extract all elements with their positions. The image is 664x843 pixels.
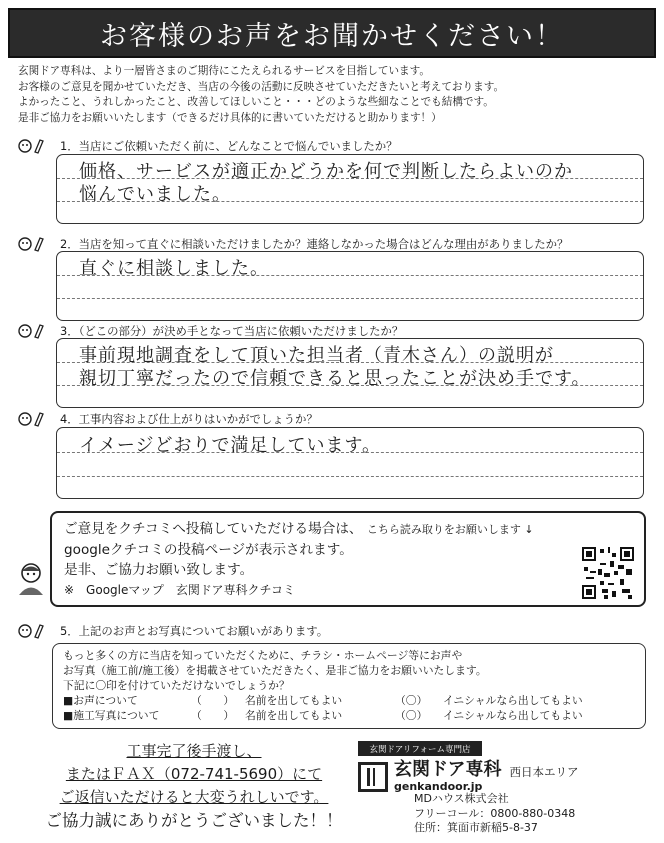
kuchikomi-line-3: 是非、ご協力お願い致します。 <box>64 562 254 578</box>
answer-1-line-1: 価格、サービスが適正かどうかを何で判断したらよいのか <box>79 161 573 182</box>
permission-text: もっと多くの方に当店を知っていただくために、チラシ・ホームページ等にお声や <box>63 649 463 662</box>
kuchikomi-line-1: ご意見をクチコミへ投稿していただける場合は、 <box>64 521 363 537</box>
photo-initial-checkbox[interactable]: （〇） <box>395 709 428 722</box>
brand-tagline: 玄関ドアリフォーム専門店 <box>358 741 482 756</box>
question-3-label: 3．（どこの部分）が決め手となって当店に依頼いただけましたか？ <box>18 322 403 340</box>
photo-name-checkbox[interactable]: （ ） <box>191 709 235 722</box>
voice-name-checkbox[interactable]: （ ） <box>191 694 235 707</box>
pencil-hand-icon <box>18 322 50 340</box>
brand-name: 玄関ドア専科 <box>394 759 502 780</box>
title-banner <box>8 8 656 58</box>
permission-text: 下記に〇印を付けていただけないでしょうか？ <box>63 679 290 692</box>
answer-box-4 <box>56 427 644 499</box>
brand-logo <box>358 760 578 793</box>
qr-code-icon[interactable] <box>580 545 636 601</box>
permission-box <box>52 643 646 729</box>
pencil-hand-icon <box>18 622 50 640</box>
voice-initial-checkbox[interactable]: （〇） <box>395 694 428 707</box>
company-info: MDハウス株式会社 フリーコール：0800-880-0348 住所：箕面市新稲5-8-37 <box>414 792 576 834</box>
intro-line: 是非ご協力をお願いいたします（できるだけ具体的に書いていただけると助かります！） <box>18 111 442 124</box>
brand-area: 西日本エリア <box>509 764 579 779</box>
permission-text: お写真（施工前/施工後）を掲載させていただきたく、是非ご協力をお願いいたします。 <box>63 664 487 677</box>
answer-box-2 <box>56 251 644 321</box>
thanks-message: ご協力誠にありがとうございました！！ <box>45 811 343 830</box>
intro-line: お客様のご意見を聞かせていただき、当店の今後の活動に反映させていただきたいと考えております。 <box>18 80 505 93</box>
answer-3-line-1: 事前現地調査をして頂いた担当者（青木さん）の説明が <box>79 345 554 366</box>
door-logo-icon <box>358 762 388 792</box>
answer-box-3 <box>56 338 644 408</box>
phone-number: フリーコール：0800-880-0348 <box>414 806 576 820</box>
kuchikomi-line-2: googleクチコミの投稿ページが表示されます。 <box>64 542 353 558</box>
question-2-label: 2．当店を知って直ぐに相談いただけましたか？連絡しなかった場合はどんな理由がありましたか？ <box>18 235 568 253</box>
question-5-label: 5．上記のお声とお写真についてお願いがあります。 <box>18 622 328 640</box>
answer-1-line-2: 悩んでいました。 <box>79 184 231 205</box>
question-4-label: 4．工事内容および仕上がりはいかがでしょうか？ <box>18 410 318 428</box>
pencil-hand-icon <box>18 137 50 155</box>
page-title: お客様のお声をお聞かせください！ <box>100 20 564 52</box>
permission-row-voice: ■お声について （ ） 名前を出してもよい （〇） イニシャルなら出してもよい <box>63 694 583 707</box>
intro-line: 玄関ドア専科は、より一層皆さまのご期待にこたえられるサービスを目指しています。 <box>18 65 430 77</box>
question-1-label: 1．当店にご依頼いただく前に、どんなことで悩んでいましたか？ <box>18 137 398 155</box>
permission-row-photo: ■施工写真について （ ） 名前を出してもよい （〇） イニシャルなら出してもよい <box>63 709 583 722</box>
pencil-hand-icon <box>18 235 50 253</box>
answer-4-line-1: イメージどおりで満足しています。 <box>79 435 382 456</box>
answer-box-1 <box>56 154 644 224</box>
pencil-hand-icon <box>18 410 50 428</box>
address: 住所：箕面市新稲5-8-37 <box>414 821 538 834</box>
intro-text <box>18 64 648 126</box>
intro-line: よかったこと、うれしかったこと、改善してほしいこと・・・どのような些細なことでも結構です。 <box>18 96 494 109</box>
kuchikomi-box <box>50 511 646 607</box>
brand-url: genkandoor.jp <box>394 780 483 793</box>
qr-instruction: こちら読み取りをお願いします ↓ <box>366 523 534 536</box>
answer-2-line-1: 直ぐに相談しました。 <box>79 258 269 279</box>
answer-3-line-2: 親切丁寧だったので信頼できると思ったことが決め手です。 <box>79 368 591 389</box>
kuchikomi-line-4: ※ Googleマップ 玄関ドア専科クチコミ <box>64 583 296 597</box>
return-instructions: 工事完了後手渡し、 またはＦＡＸ（072-741-5690）にて ご返信いただけると大変うれしいです。 ご協力誠にありがとうございました！！ <box>14 740 374 832</box>
person-icon <box>16 562 46 596</box>
